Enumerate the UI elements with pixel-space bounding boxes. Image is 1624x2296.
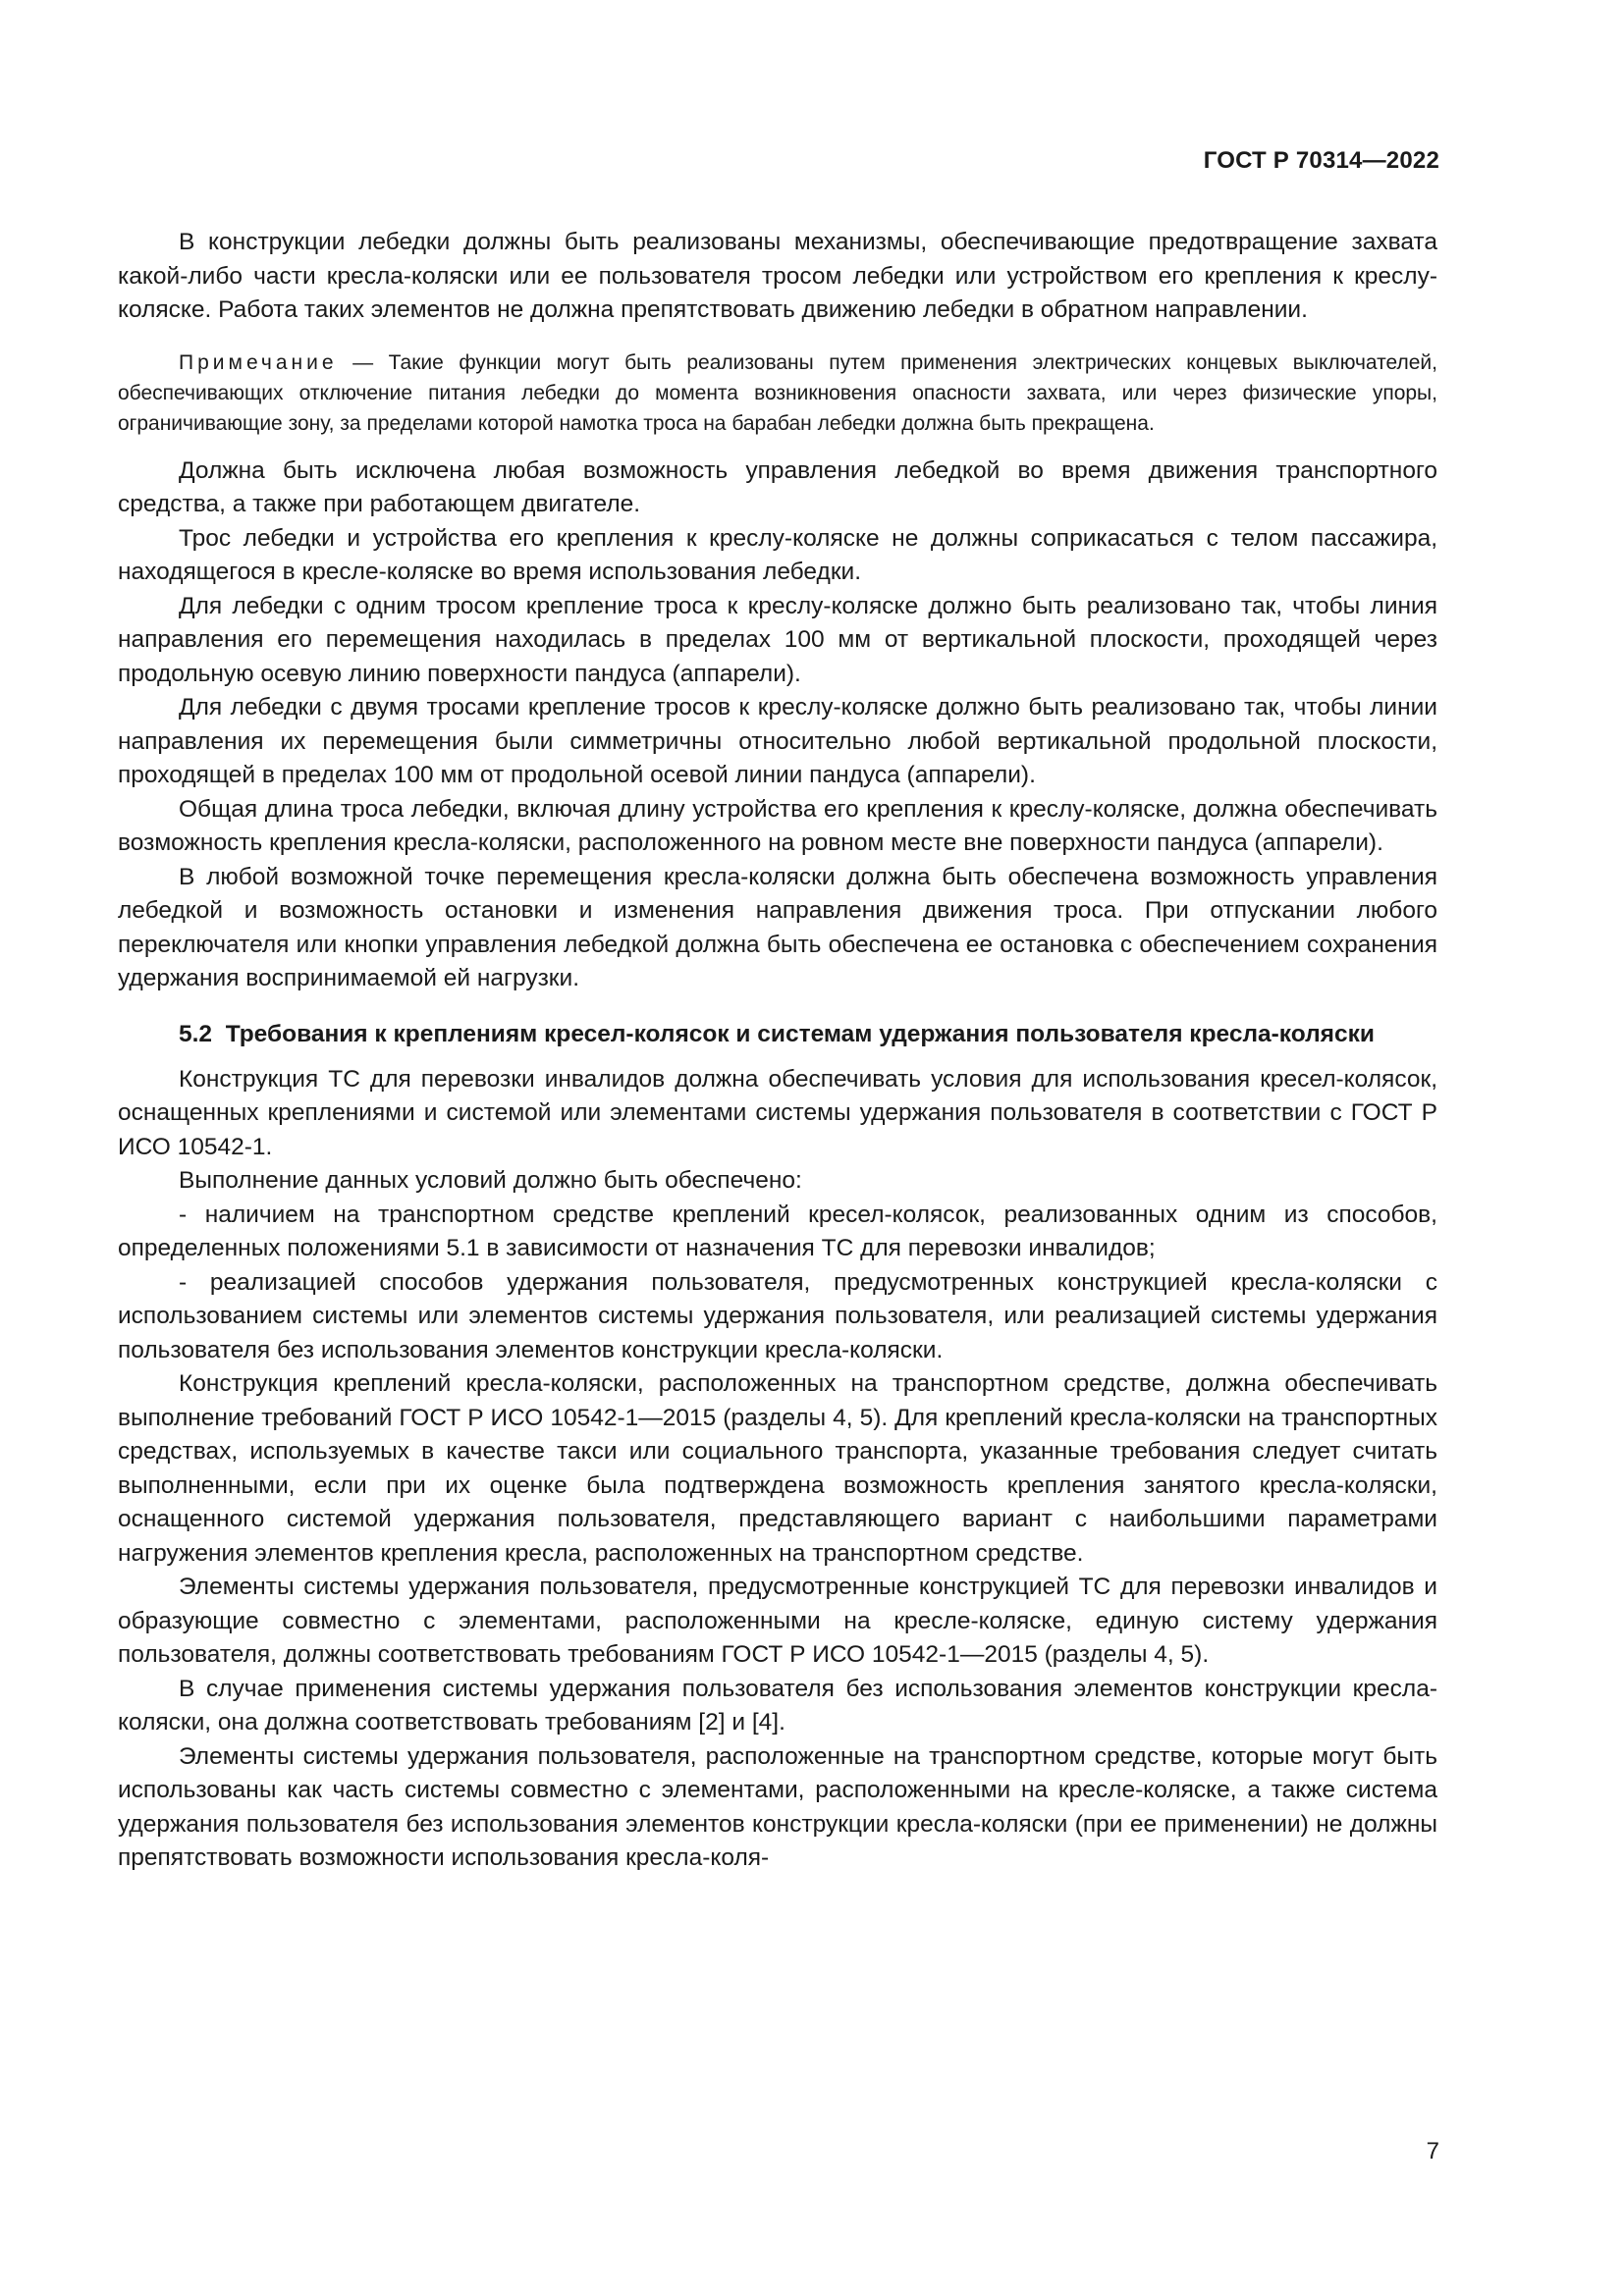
paragraph: В конструкции лебедки должны быть реализованы механизмы, обеспечивающие предотвращение захвата какой-либо части кресла-коляски или ее пользователя тросом лебедки или устройством его крепления к креслу-коляске. Работа таких элементов не должна препятствовать движению лебедки в обратном направлении.	[118, 229, 1437, 323]
note	[118, 347, 1437, 439]
note-label: Примечание	[179, 350, 338, 374]
paragraph: Для лебедки с двумя тросами крепление тросов к креслу-коляске должно быть реализовано так, чтобы линии направления их перемещения были симметричны относительно любой вертикальной продольной плоскости, проходящей в пределах 100 мм от продольной осевой линии пандуса (аппарели).	[118, 694, 1437, 788]
document-body	[118, 226, 1437, 1876]
paragraph: Конструкция креплений кресла-коляски, расположенных на транспортном средстве, должна обеспечивать выполнение требований ГОСТ Р ИСО 10542-1—2015 (разделы 4, 5). Для креплений кресла-коляски на транспортных средствах, используемых в качестве такси или социального транспорта, указанные требования следует считать выполненными, если при их оценке была подтверждена возможность крепления занятого кресла-коляски, оснащенного системой удержания пользователя, представляющего вариант с наибольшими параметрами нагружения элементов крепления кресла, расположенных на транспортном средстве.	[118, 1370, 1437, 1567]
page-number: 7	[1426, 2138, 1439, 2164]
paragraph: Конструкция ТС для перевозки инвалидов должна обеспечивать условия для использования кресел-колясок, оснащенных креплениями и системой или элементами системы удержания пользователя в соответствии с ГОСТ Р ИСО 10542-1.	[118, 1065, 1437, 1160]
paragraph: Выполнение данных условий должно быть обеспечено:	[179, 1167, 802, 1194]
paragraph: Элементы системы удержания пользователя, предусмотренные конструкцией ТС для перевозки инвалидов и образующие совместно с элементами, расположенными на кресле-коляске, единую систему удержания пользователя, должны соответствовать требованиям ГОСТ Р ИСО 10542-1—2015 (разделы 4, 5).	[118, 1574, 1437, 1668]
paragraph: Общая длина троса лебедки, включая длину устройства его крепления к креслу-коляске, должна обеспечивать возможность крепления кресла-коляски, расположенного на ровном месте вне поверхности пандуса (аппарели).	[118, 795, 1437, 856]
list-item: - реализацией способов удержания пользователя, предусмотренных конструкцией кресла-коляски с использованием системы или элементов системы удержания пользователя, или реализацией системы удержания пользователя без использования элементов конструкции кресла-коляски.	[118, 1268, 1437, 1363]
section-number: 5.2	[179, 1020, 213, 1047]
paragraph: Для лебедки с одним тросом крепление троса к креслу-коляске должно быть реализовано так, чтобы линия направления его перемещения находилась в пределах 100 мм от вертикальной плоскости, проходящей через продольную осевую линию поверхности пандуса (аппарели).	[118, 592, 1437, 687]
paragraph: Должна быть исключена любая возможность управления лебедкой во время движения транспортного средства, а также при работающем двигателе.	[118, 456, 1437, 517]
paragraph: В любой возможной точке перемещения кресла-коляски должна быть обеспечена возможность управления лебедкой и возможность остановки и изменения направления движения троса. При отпускании любого переключателя или кнопки управления лебедкой должна быть обеспечена ее остановка с обеспечением сохранения удержания воспринимаемой ей нагрузки.	[118, 863, 1437, 991]
paragraph: Трос лебедки и устройства его крепления к креслу-коляске не должны соприкасаться с телом пассажира, находящегося в кресле-коляске во время использования лебедки.	[118, 524, 1437, 585]
section-heading	[179, 1018, 1437, 1051]
note-text: — Такие функции могут быть реализованы путем применения электрических концевых выключателей, обеспечивающих отключение питания лебедки до момента возникновения опасности захвата, или через физические упоры, ограничивающие зону, за пределами которой намотка троса на барабан лебедки должна быть прекращена.	[118, 350, 1437, 435]
document-header-id: ГОСТ Р 70314—2022	[1203, 147, 1439, 174]
paragraph: В случае применения системы удержания пользователя без использования элементов конструкции кресла-коляски, она должна соответствовать требованиям [2] и [4].	[118, 1675, 1437, 1735]
paragraph: Элементы системы удержания пользователя, расположенные на транспортном средстве, которые могут быть использованы как часть системы совместно с элементами, расположенными на кресле-коляске, а также система удержания пользователя без использования элементов конструкции кресла-коляски (при ее применении) не должны препятствовать возможности использования кресла-коля-	[118, 1742, 1437, 1871]
list-item: - наличием на транспортном средстве креплений кресел-колясок, реализованных одним из способов, определенных положениями 5.1 в зависимости от назначения ТС для перевозки инвалидов;	[118, 1201, 1437, 1261]
section-title: Требования к креплениям кресел-колясок и системам удержания пользователя кресла-коляски	[225, 1020, 1375, 1047]
